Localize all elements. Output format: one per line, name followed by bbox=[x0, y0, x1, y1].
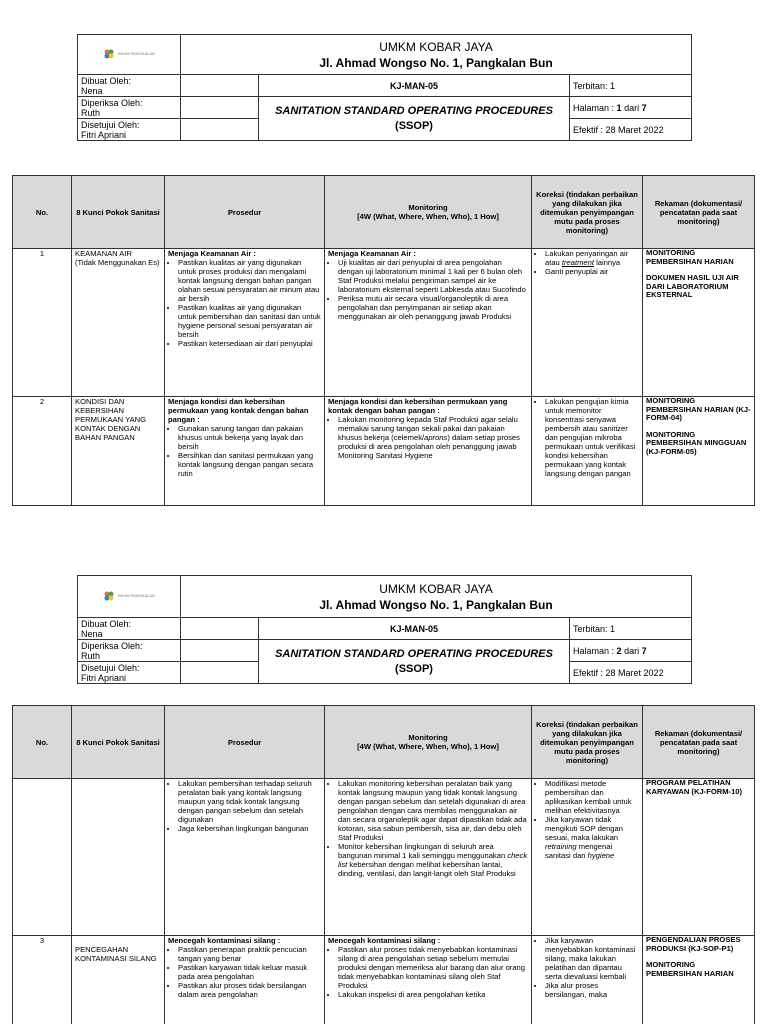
text-span: lainnya bbox=[593, 258, 621, 267]
page-number: 2 bbox=[616, 645, 622, 656]
list-item: • Pastikan kualitas air yang digunakan untuk proses produksi dan mengalami kontak langsung dengan bahan pangan olahan sesuai persyaratan air minum atau air bersih bbox=[178, 258, 321, 303]
issue-label: Terbitan: bbox=[573, 623, 608, 634]
page-label: Halaman : bbox=[573, 645, 615, 656]
checked-by-name: Ruth bbox=[81, 650, 101, 661]
list-item: • Modifikasi metode pembersihan dan aplikasikan kembali untuk melihan efektivitasnya bbox=[545, 779, 639, 815]
correction-cell bbox=[532, 779, 643, 936]
checked-by-name: Ruth bbox=[81, 107, 101, 118]
list-item: • Jika alur proses bersilangan, maka bbox=[545, 981, 639, 999]
list-item: • Pastikan ketersediaan air dari penyuplai bbox=[178, 339, 321, 348]
col-monitoring-title: Monitoring bbox=[408, 733, 448, 742]
text-span: Lakukan penyaringan air atau bbox=[545, 249, 629, 267]
list-item: • Lakukan pembersihan terhadap seluruh peralatan baik yang kontak langsung maupun yang tidak kontak langsung dengan pangan sebelum dan setelah digunakan bbox=[178, 779, 321, 824]
page-of: dari bbox=[624, 645, 640, 656]
table-row bbox=[13, 779, 755, 936]
table-row bbox=[13, 936, 755, 1024]
text-span: check list bbox=[338, 851, 528, 869]
key-cell bbox=[72, 936, 165, 1024]
list-item bbox=[545, 815, 639, 860]
col-key: 8 Kunci Pokok Sanitasi bbox=[72, 706, 165, 779]
col-procedure: Prosedur bbox=[165, 706, 325, 779]
issue-label: Terbitan: bbox=[573, 80, 608, 91]
list-item: • Pastikan penerapan praktik pencucian tangan yang benar bbox=[178, 945, 321, 963]
doc-code: KJ-MAN-05 bbox=[259, 618, 570, 640]
text-span: mengenai sanitasi dan bbox=[545, 842, 613, 860]
page-label: Halaman : bbox=[573, 102, 615, 113]
key-title: KEAMANAN AIR bbox=[75, 249, 132, 258]
list-item: • Pastikan alur proses tidak bersilangan dalam area pengolahan bbox=[178, 981, 321, 999]
page-of: dari bbox=[624, 102, 640, 113]
record-item: MONITORING PEMBERSIHAN HARIAN bbox=[646, 960, 734, 978]
key-cell: KONDISI DAN KEBERSIHAN PERMUKAAN YANG KONTAK DENGAN BAHAN PANGAN bbox=[72, 397, 165, 506]
monitoring-title: Menjaga kondisi dan kebersihan permukaan yang kontak dengan bahan pangan : bbox=[328, 397, 508, 415]
text-span: treatment bbox=[561, 258, 594, 267]
record-item: MONITORING PEMBERSIHAN HARIAN bbox=[646, 248, 734, 266]
col-monitoring-sub: [4W (What, Where, When, Who), 1 How] bbox=[357, 212, 499, 221]
approved-by-label: Disetujui Oleh: bbox=[81, 662, 140, 673]
list-item: • Bersihkan dan sanitasi permukaan yang kontak langsung dengan pangan secara rutin bbox=[178, 451, 321, 478]
list-item: • Jaga kebersihan lingkungan bangunan bbox=[178, 824, 321, 833]
monitoring-cell bbox=[325, 779, 532, 936]
list-item: • Lakukan monitoring kebersihan peralatan baik yang kontak langsung maupun yang tidak kontak langsung dengan pangan sebelum dan setelah digunakan di area pengolahan dengan cara membilas menggunakan air dan secara organoleptik agar dapat dipastikan tidak ada kotoran, sisa sabun pembersih, sisa air, dan debu oleh Staf Produksi bbox=[338, 779, 528, 842]
monitoring-title: Menjaga Keamanan Air : bbox=[328, 249, 416, 258]
doc-title-line2: (SSOP) bbox=[395, 662, 433, 675]
effective-label: Efektif : bbox=[573, 124, 604, 135]
record-cell bbox=[643, 936, 755, 1024]
monitoring-list bbox=[328, 779, 528, 878]
checked-by-label: Diperiksa Oleh: bbox=[81, 97, 143, 108]
col-no: No. bbox=[13, 706, 72, 779]
company-address: Jl. Ahmad Wongso No. 1, Pangkalan Bun bbox=[319, 597, 553, 612]
company-name: UMKM KOBAR JAYA bbox=[379, 39, 493, 54]
correction-cell bbox=[532, 936, 643, 1024]
list-item: • Pastikan alur proses tidak menyebabkan kontaminasi silang di area pengolahan setiap sebelum memulai produksi dengan memeriksa alur barang dan alur orang tidak menyebabkan kontaminasi silang oleh Staf Produksi bbox=[338, 945, 528, 990]
text-span: Jika karyawan tidak mengikuti SOP dengan sesuai, maka lakukan bbox=[545, 815, 623, 842]
total-pages: 7 bbox=[641, 102, 647, 113]
doc-title-line1: SANITATION STANDARD OPERATING PROCEDURES bbox=[275, 104, 553, 117]
row-number: 1 bbox=[13, 249, 72, 397]
col-procedure: Prosedur bbox=[165, 176, 325, 249]
approved-by-name: Fitri Apriani bbox=[81, 129, 127, 140]
text-span: ) dalam setiap proses produksi di area pengolahan oleh penanggung jawab Monitoring Sanitasi Hygiene bbox=[338, 433, 520, 460]
text-span: Monitor kebersihan lingkungan di seluruh area bangunan minimal 1 kali seminggu menggunakan bbox=[338, 842, 508, 860]
procedure-cell bbox=[165, 779, 325, 936]
text-span: aprons bbox=[424, 433, 448, 442]
col-monitoring-title: Monitoring bbox=[408, 203, 448, 212]
list-item: • Lakukan pengujian kimia untuk memonitor konsentrasi senyawa pembersih atau sanitizer dan pengujian mikroba permukaan untuk verifikasi kondisi kebersihan permukaan yang kontak langsung dengan pangan bbox=[545, 397, 639, 478]
monitoring-cell bbox=[325, 936, 532, 1024]
procedure-title: Mencegah kontaminasi silang : bbox=[168, 936, 281, 945]
company-name: UMKM KOBAR JAYA bbox=[379, 581, 493, 596]
text-span: hygiene bbox=[587, 851, 615, 860]
col-no: No. bbox=[13, 176, 72, 249]
total-pages: 7 bbox=[641, 645, 647, 656]
correction-list bbox=[535, 936, 639, 999]
col-key: 8 Kunci Pokok Sanitasi bbox=[72, 176, 165, 249]
ssop-table bbox=[12, 705, 755, 1024]
record-cell bbox=[643, 779, 755, 936]
procedure-list bbox=[168, 945, 321, 999]
created-by-label: Dibuat Oleh: bbox=[81, 75, 132, 86]
correction-list bbox=[535, 779, 639, 860]
row-number bbox=[13, 779, 72, 936]
logo-text: BKUM PANGKALAN bbox=[118, 50, 155, 56]
col-record: Rekaman (dokumentasi/ pencatatan pada saat monitoring) bbox=[643, 706, 755, 779]
created-by-label: Dibuat Oleh: bbox=[81, 618, 132, 629]
list-item: • Pastikan karyawan tidak keluar masuk pada area pengolahan bbox=[178, 963, 321, 981]
doc-title-line2: (SSOP) bbox=[395, 119, 433, 132]
list-item: • Lakukan inspeksi di area pengolahan ketika bbox=[338, 990, 528, 999]
key-title: PENCEGAHAN KONTAMINASI SILANG bbox=[75, 945, 157, 963]
checked-by-label: Diperiksa Oleh: bbox=[81, 640, 143, 651]
text-span: Lakukan monitoring kepada Staf Produksi agar selalu memakai sarung tangan sekali pakai dan pakaian khusus bekerja (celemek/ bbox=[338, 415, 518, 442]
record-item: PROGRAM PELATIHAN KARYAWAN (KJ-FORM-10) bbox=[646, 778, 743, 796]
procedure-cell bbox=[165, 936, 325, 1024]
created-by-name: Nena bbox=[81, 85, 103, 96]
effective-date: 28 Maret 2022 bbox=[605, 667, 664, 678]
list-item: • Periksa mutu air secara visual/organoleptik di area pengolahan dan penyimpanan air setiap akan menggunakan air oleh penanggung jawab Produksi bbox=[338, 294, 528, 321]
row-number: 2 bbox=[13, 397, 72, 506]
col-record: Rekaman (dokumentasi/ pencatatan pada saat monitoring) bbox=[643, 176, 755, 249]
list-item bbox=[338, 842, 528, 878]
record-item: DOKUMEN HASIL UJI AIR DARI LABORATORIUM EKSTERNAL bbox=[646, 273, 739, 300]
col-monitoring-sub: [4W (What, Where, When, Who), 1 How] bbox=[357, 742, 499, 751]
list-item: • Pastikan kualitas air yang digunakan untuk pembersihan dan sanitasi dan untuk hygiene personal sesuai persyaratan air bersih bbox=[178, 303, 321, 339]
monitoring-title: Mencegah kontaminasi silang : bbox=[328, 936, 441, 945]
col-correction: Koreksi (tindakan perbaikan yang dilakukan jika ditemukan penyimpangan mutu pada proses monitoring) bbox=[532, 706, 643, 779]
issue-value: 1 bbox=[610, 80, 616, 91]
procedure-title: Menjaga kondisi dan kebersihan permukaan yang kontak dengan bahan pangan : bbox=[168, 397, 309, 424]
text-span: retraining bbox=[545, 842, 577, 851]
approved-by-label: Disetujui Oleh: bbox=[81, 119, 140, 130]
effective-label: Efektif : bbox=[573, 667, 604, 678]
list-item: • Jika karyawan menyebabkan kontaminasi silang, maka lakukan pelatihan dan dipantau serta dievaluasi kembali bbox=[545, 936, 639, 981]
col-correction: Koreksi (tindakan perbaikan yang dilakukan jika ditemukan penyimpangan mutu pada proses monitoring) bbox=[532, 176, 643, 249]
key-cell bbox=[72, 779, 165, 936]
key-subtitle: (Tidak Menggunakan Es) bbox=[75, 258, 160, 267]
text-span: kebersihan dengan melihat kebersihan lantai, dinding, ventilasi, dan langit-langit oleh Staf Produksi bbox=[338, 860, 516, 878]
doc-code: KJ-MAN-05 bbox=[259, 75, 570, 97]
list-item: • Ganti penyuplai air bbox=[545, 267, 639, 276]
row-number: 3 bbox=[13, 936, 72, 1024]
procedure-list bbox=[168, 779, 321, 833]
effective-date: 28 Maret 2022 bbox=[605, 124, 664, 135]
record-item: MONITORING PEMBERSIHAN MINGGUAN (KJ-FORM-05) bbox=[646, 429, 747, 456]
record-item: MONITORING PEMBERSIHAN HARIAN (KJ-FORM-04) bbox=[646, 396, 751, 423]
issue-value: 1 bbox=[610, 623, 616, 634]
created-by-name: Nena bbox=[81, 628, 103, 639]
doc-title-line1: SANITATION STANDARD OPERATING PROCEDURES bbox=[275, 647, 553, 660]
list-item: • Gunakan sarung tangan dan pakaian khusus untuk bekerja yang layak dan bersih bbox=[178, 424, 321, 451]
table-header-row bbox=[13, 706, 755, 779]
logo-text: BKUM PANGKALAN bbox=[118, 592, 155, 598]
company-address: Jl. Ahmad Wongso No. 1, Pangkalan Bun bbox=[319, 55, 553, 70]
list-item: • Uji kualitas air dari penyuplai di area pengolahan dengan uji laboratorium minimal 1 kali per 6 bulan oleh Staf Produksi melalui pengiriman sampel air ke laboratorium eksternal seperti Labkesda atau Sucofindo bbox=[338, 258, 528, 294]
procedure-title: Menjaga Keamanan Air : bbox=[168, 249, 256, 258]
page-number: 1 bbox=[616, 102, 622, 113]
record-item: PENGENDALIAN PROSES PRODUKSI (KJ-SOP-P1) bbox=[646, 935, 741, 953]
monitoring-list bbox=[328, 945, 528, 999]
col-monitoring bbox=[325, 706, 532, 779]
approved-by-name: Fitri Apriani bbox=[81, 672, 127, 683]
